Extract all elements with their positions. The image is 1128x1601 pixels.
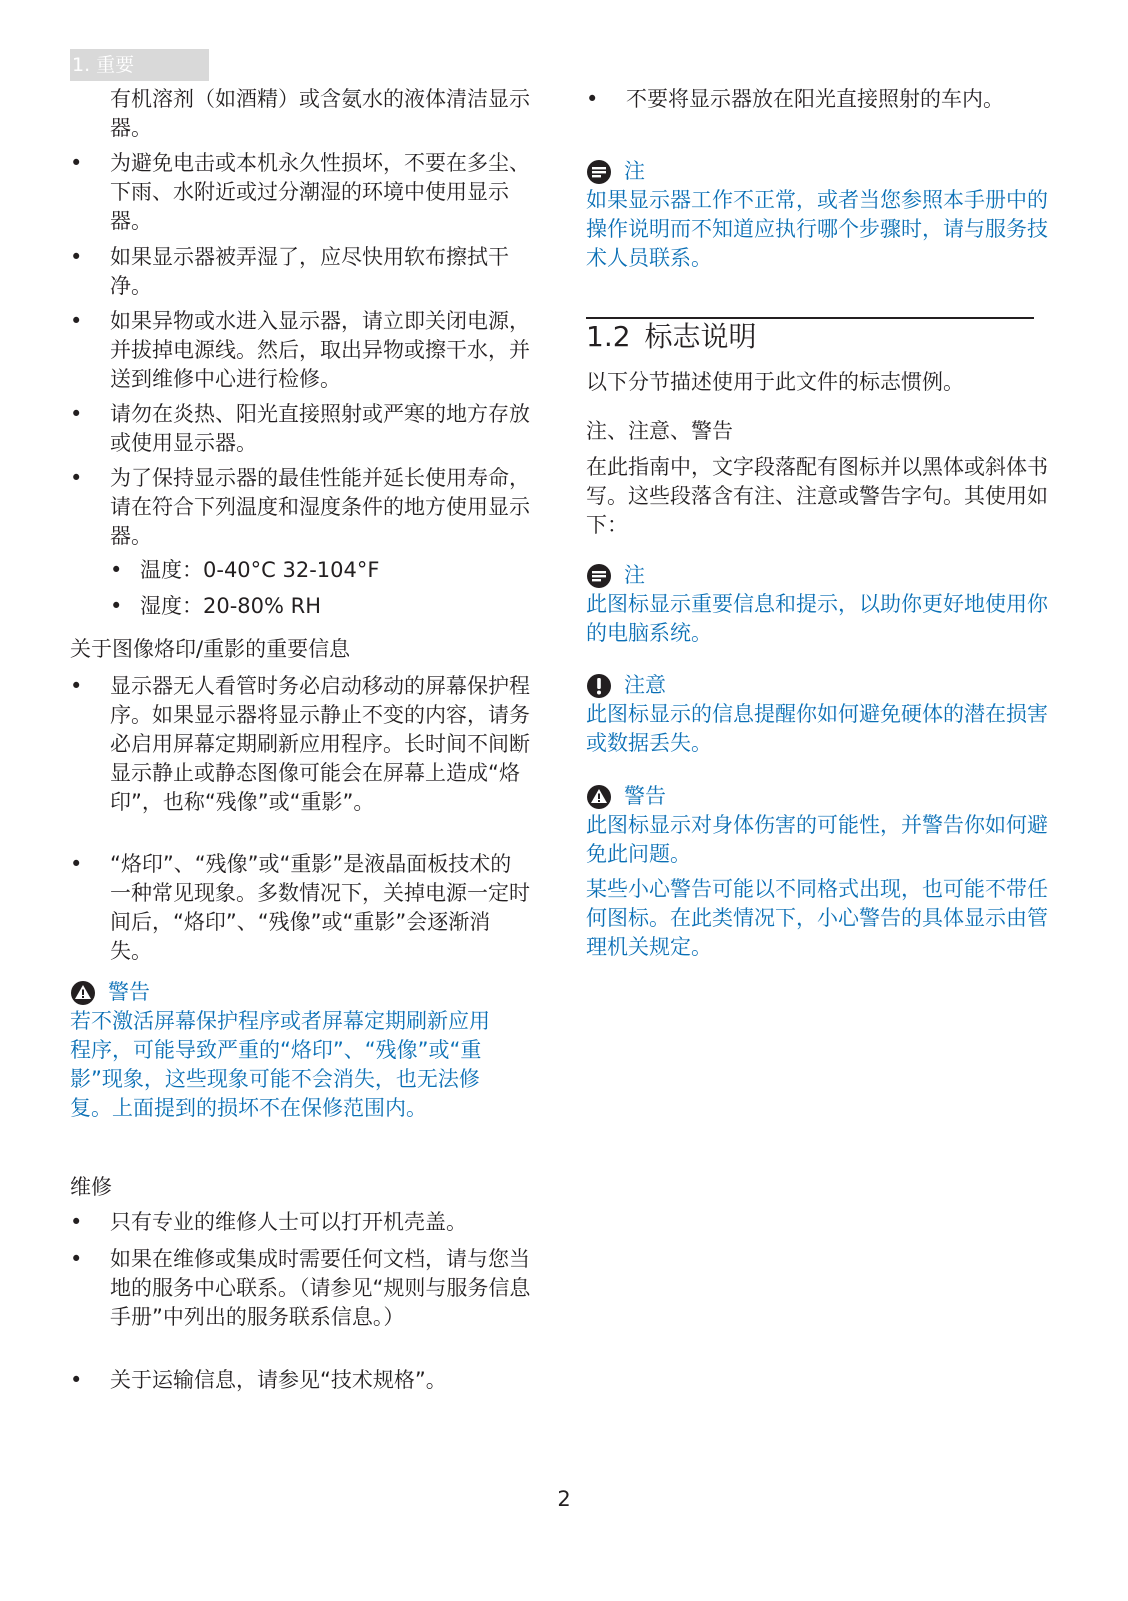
bullet: • [110,594,123,618]
heading-repair: 维修 [70,1175,112,1199]
list-item-text: 不要将显示器放在阳光直接照射的车内。 [626,87,1004,111]
bullet: • [70,309,83,333]
bullet: • [70,245,83,269]
list-item [70,1208,532,1237]
sub-list-item [110,556,532,585]
page-number: 2 [557,1487,571,1511]
bullet: • [70,674,83,698]
warning-icon [70,980,96,1006]
list-item [70,307,532,394]
list-item [70,464,532,551]
continued-text: 有机溶剂（如酒精）或含氨水的液体清洁显示器。 [110,87,530,140]
warning-text: 若不激活屏幕保护程序或者屏幕定期刷新应用程序，可能导致严重的“烙印”、“残像”或“重影”现象，这些现象可能不会消失，也无法修复。上面提到的损坏不在保修范围内。 [70,1009,490,1120]
section-number: 1.2 [586,320,631,353]
section-title: 标志说明 [644,320,757,353]
paragraph: 在此指南中，文字段落配有图标并以黑体或斜体书写。这些段落含有注、注意或警告字句。其使用如下： [586,455,1048,537]
warning-header [586,782,1058,811]
humidity-text: 湿度：20-80% RH [140,594,322,618]
list-item [70,243,532,301]
warning-text: 此图标显示对身体伤害的可能性，并警告你如何避免此问题。 [586,813,1048,866]
bullet: • [586,87,599,111]
note-text: 此图标显示重要信息和提示，以助你更好地使用你的电脑系统。 [586,592,1048,645]
bullet: • [70,466,83,490]
caution-label: 注意 [624,673,666,697]
note-header [586,157,1058,186]
note-label: 注 [624,563,645,587]
bullet: • [70,1368,83,1392]
note-text: 如果显示器工作不正常，或者当您参照本手册中的操作说明而不知道应执行哪个步骤时，请与服务技术人员联系。 [586,188,1048,270]
note-icon [586,563,612,589]
bullet: • [70,1247,83,1271]
list-item-text: 请勿在炎热、阳光直接照射或严寒的地方存放或使用显示器。 [110,402,530,455]
list-item [70,149,532,236]
note-label: 注 [624,159,645,183]
caution-icon [586,673,612,699]
list-item-text: 如果在维修或集成时需要任何文档，请与您当地的服务中心联系。（请参见“规则与服务信息手册”中列出的服务联系信息。） [110,1247,531,1329]
bullet: • [110,558,123,582]
warning-text-extra: 某些小心警告可能以不同格式出现，也可能不带任何图标。在此类情况下，小心警告的具体显示由管理机关规定。 [586,877,1048,959]
caution-header [586,671,1058,700]
bullet: • [70,1210,83,1234]
heading-image-burn: 关于图像烙印/重影的重要信息 [70,637,351,661]
bullet: • [70,151,83,175]
note-header [586,561,1058,590]
bullet: • [70,402,83,426]
warning-label: 警告 [624,784,666,808]
list-item [70,1245,532,1332]
section-heading [586,319,1058,355]
caution-text: 此图标显示的信息提醒你如何避免硬体的潜在损害或数据丢失。 [586,702,1048,755]
warning-icon [586,784,612,810]
temperature-text: 温度：0-40°C 32-104°F [140,558,380,582]
list-item-text: 如果显示器被弄湿了，应尽快用软布擦拭干净。 [110,245,509,298]
list-item [70,400,532,458]
list-item-text: “烙印”、“残像”或“重影”是液晶面板技术的一种常见现象。多数情况下，关掉电源一定时间后，“烙印”、“残像”或“重影”会逐渐消失。 [110,852,530,963]
subheading: 注、注意、警告 [586,419,733,443]
list-item-text: 显示器无人看管时务必启动移动的屏幕保护程序。如果显示器将显示静止不变的内容，请务必启用屏幕定期刷新应用程序。长时间不间断显示静止或静态图像可能会在屏幕上造成“烙印”，也称“残像”或“重影”。 [110,674,530,814]
list-item [70,850,532,966]
warning-header [70,978,518,1007]
warning-label: 警告 [108,980,150,1004]
list-item [586,85,1058,114]
list-item-text: 关于运输信息，请参见“技术规格”。 [110,1368,447,1392]
list-item-text: 为了保持显示器的最佳性能并延长使用寿命，请在符合下列温度和湿度条件的地方使用显示器。 [110,466,530,548]
sub-list-item [110,592,532,621]
section-tab: 1. 重要 [70,49,209,81]
list-item-text: 只有专业的维修人士可以打开机壳盖。 [110,1210,467,1234]
list-item-text: 如果异物或水进入显示器，请立即关闭电源，并拔掉电源线。然后，取出异物或擦干水，并送到维修中心进行检修。 [110,309,530,391]
list-item-text: 为避免电击或本机永久性损坏，不要在多尘、下雨、水附近或过分潮湿的环境中使用显示器。 [110,151,530,233]
list-item [70,1366,532,1395]
list-item [70,672,532,817]
note-icon [586,159,612,185]
intro-text: 以下分节描述使用于此文件的标志惯例。 [586,370,964,394]
bullet: • [70,852,83,876]
